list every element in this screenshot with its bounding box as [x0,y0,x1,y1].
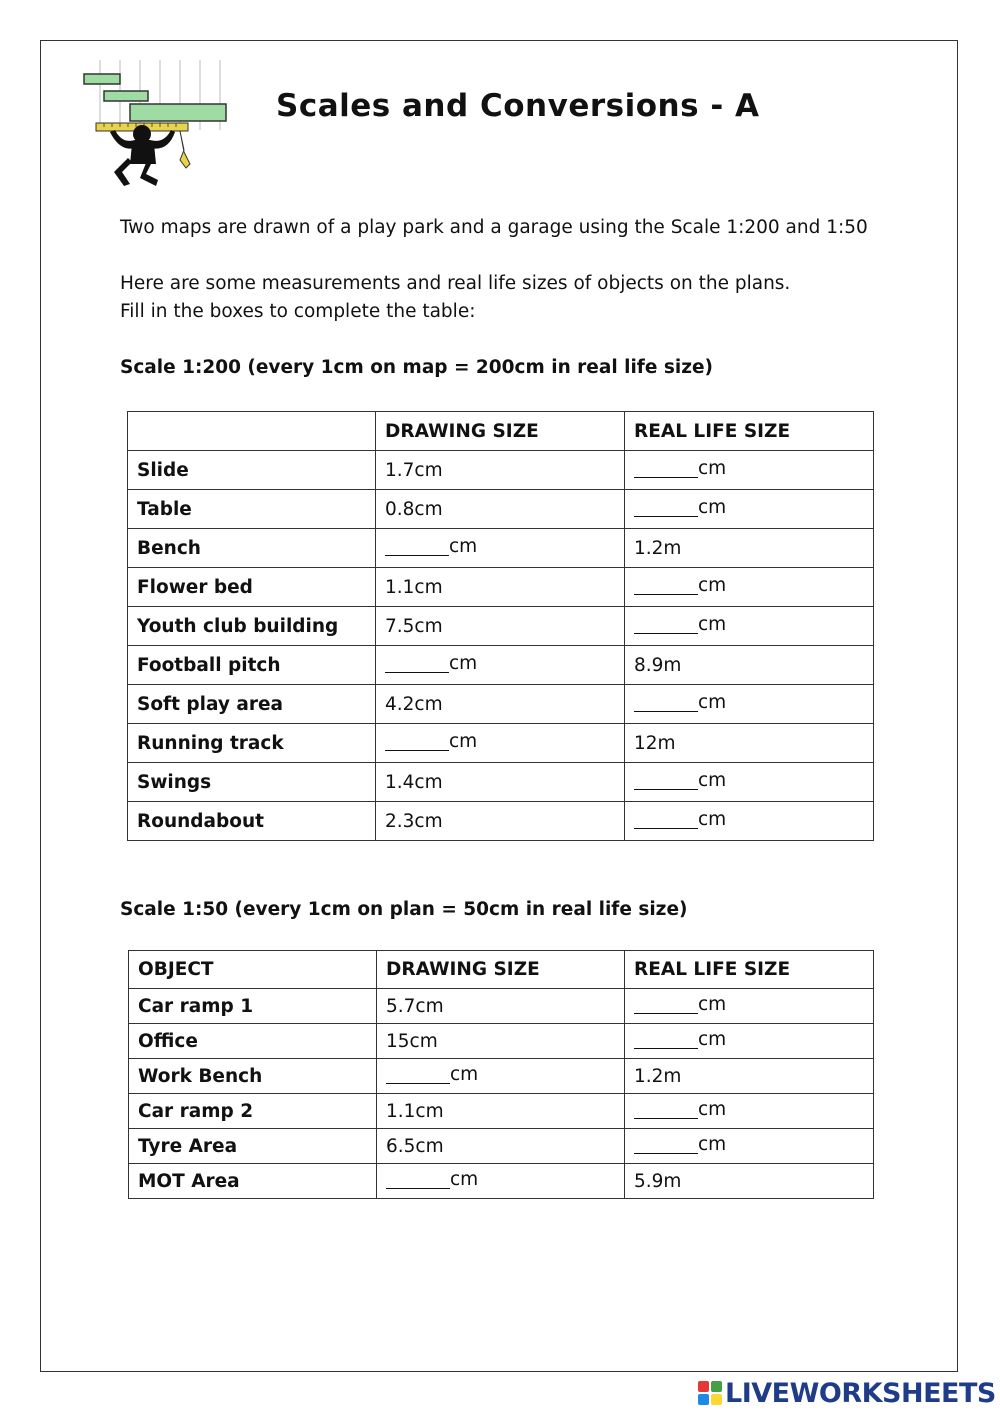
object-name-cell: MOT Area [129,1164,377,1199]
drawing-size-answer-blank[interactable] [377,1164,625,1199]
answer-line[interactable] [634,502,698,517]
table-row [129,1059,874,1094]
table-row [128,802,874,841]
drawing-size-cell: 1.7cm [376,451,625,490]
answer-line[interactable] [385,736,449,751]
unit-label: cm [698,496,727,518]
instructions-line-1: Here are some measurements and real life sizes of objects on the plans. [120,273,791,294]
drawing-size-answer-blank[interactable] [376,646,625,685]
object-name-cell: Youth club building [128,607,376,646]
drawing-size-answer-blank[interactable] [376,529,625,568]
table-header-row [129,951,874,989]
answer-line[interactable] [634,697,698,712]
brand-text: LIVEWORKSHEETS [725,1377,996,1409]
object-name-cell: Bench [128,529,376,568]
real-life-size-answer-blank[interactable] [625,1129,874,1164]
unit-label: cm [450,1063,479,1085]
column-header: DRAWING SIZE [377,951,625,989]
real-life-size-answer-blank[interactable] [625,802,874,841]
real-life-size-answer-blank[interactable] [625,1094,874,1129]
unit-label: cm [698,457,727,479]
answer-line[interactable] [385,658,449,673]
real-life-size-answer-blank[interactable] [625,763,874,802]
drawing-size-cell: 5.7cm [377,989,625,1024]
column-header: REAL LIFE SIZE [625,412,874,451]
drawing-size-cell: 4.2cm [376,685,625,724]
answer-line[interactable] [634,999,698,1014]
unit-label: cm [698,1028,727,1050]
table-row [128,685,874,724]
answer-line[interactable] [634,619,698,634]
unit-label: cm [450,1168,479,1190]
object-name-cell: Swings [128,763,376,802]
column-header [128,412,376,451]
unit-label: cm [698,613,727,635]
real-life-size-cell: 8.9m [625,646,874,685]
real-life-size-answer-blank[interactable] [625,989,874,1024]
real-life-size-answer-blank[interactable] [625,568,874,607]
answer-line[interactable] [634,814,698,829]
table-row [129,1129,874,1164]
liveworksheets-logo-icon [697,1380,723,1406]
table-row [128,646,874,685]
table-row [128,451,874,490]
object-name-cell: Slide [128,451,376,490]
scale-1-50-label: Scale 1:50 (every 1cm on plan = 50cm in real life size) [120,899,688,920]
real-life-size-answer-blank[interactable] [625,685,874,724]
person-lifting-ruler-icon [80,60,230,190]
drawing-size-cell: 7.5cm [376,607,625,646]
object-name-cell: Tyre Area [129,1129,377,1164]
real-life-size-answer-blank[interactable] [625,490,874,529]
drawing-size-cell: 0.8cm [376,490,625,529]
unit-label: cm [698,1133,727,1155]
answer-line[interactable] [634,1034,698,1049]
drawing-size-cell: 2.3cm [376,802,625,841]
table-row [129,1094,874,1129]
unit-label: cm [698,993,727,1015]
object-name-cell: Work Bench [129,1059,377,1094]
instructions-line-2: Fill in the boxes to complete the table: [120,301,476,322]
unit-label: cm [449,652,478,674]
drawing-size-cell: 1.1cm [377,1094,625,1129]
real-life-size-cell: 1.2m [625,1059,874,1094]
drawing-size-answer-blank[interactable] [377,1059,625,1094]
unit-label: cm [698,691,727,713]
real-life-size-cell: 5.9m [625,1164,874,1199]
object-name-cell: Car ramp 2 [129,1094,377,1129]
scale-1-200-label: Scale 1:200 (every 1cm on map = 200cm in real life size) [120,357,713,378]
scale-1-200-table [127,411,874,841]
table-row [129,1164,874,1199]
table-row [128,607,874,646]
answer-line[interactable] [634,1139,698,1154]
answer-line[interactable] [385,541,449,556]
unit-label: cm [698,574,727,596]
real-life-size-answer-blank[interactable] [625,607,874,646]
real-life-size-answer-blank[interactable] [625,1024,874,1059]
table-row [128,490,874,529]
real-life-size-cell: 12m [625,724,874,763]
unit-label: cm [698,1098,727,1120]
drawing-size-cell: 1.4cm [376,763,625,802]
object-name-cell: Table [128,490,376,529]
drawing-size-cell: 15cm [377,1024,625,1059]
answer-line[interactable] [634,580,698,595]
unit-label: cm [449,535,478,557]
unit-label: cm [698,769,727,791]
real-life-size-cell: 1.2m [625,529,874,568]
object-name-cell: Football pitch [128,646,376,685]
unit-label: cm [449,730,478,752]
page-title: Scales and Conversions - A [276,88,760,124]
unit-label: cm [698,808,727,830]
table-header-row [128,412,874,451]
drawing-size-cell: 1.1cm [376,568,625,607]
object-name-cell: Office [129,1024,377,1059]
table-row [129,989,874,1024]
answer-line[interactable] [386,1069,450,1084]
column-header: DRAWING SIZE [376,412,625,451]
liveworksheets-brand [697,1378,996,1408]
object-name-cell: Soft play area [128,685,376,724]
table-row [128,724,874,763]
table-row [129,1024,874,1059]
drawing-size-answer-blank[interactable] [376,724,625,763]
object-name-cell: Roundabout [128,802,376,841]
table-row [128,529,874,568]
answer-line[interactable] [634,775,698,790]
table-row [128,568,874,607]
answer-line[interactable] [386,1174,450,1189]
real-life-size-answer-blank[interactable] [625,451,874,490]
object-name-cell: Flower bed [128,568,376,607]
column-header: OBJECT [129,951,377,989]
column-header: REAL LIFE SIZE [625,951,874,989]
scale-1-50-table [128,950,874,1199]
intro-text: Two maps are drawn of a play park and a garage using the Scale 1:200 and 1:50 [120,217,868,238]
object-name-cell: Running track [128,724,376,763]
object-name-cell: Car ramp 1 [129,989,377,1024]
table-row [128,763,874,802]
answer-line[interactable] [634,463,698,478]
answer-line[interactable] [634,1104,698,1119]
drawing-size-cell: 6.5cm [377,1129,625,1164]
